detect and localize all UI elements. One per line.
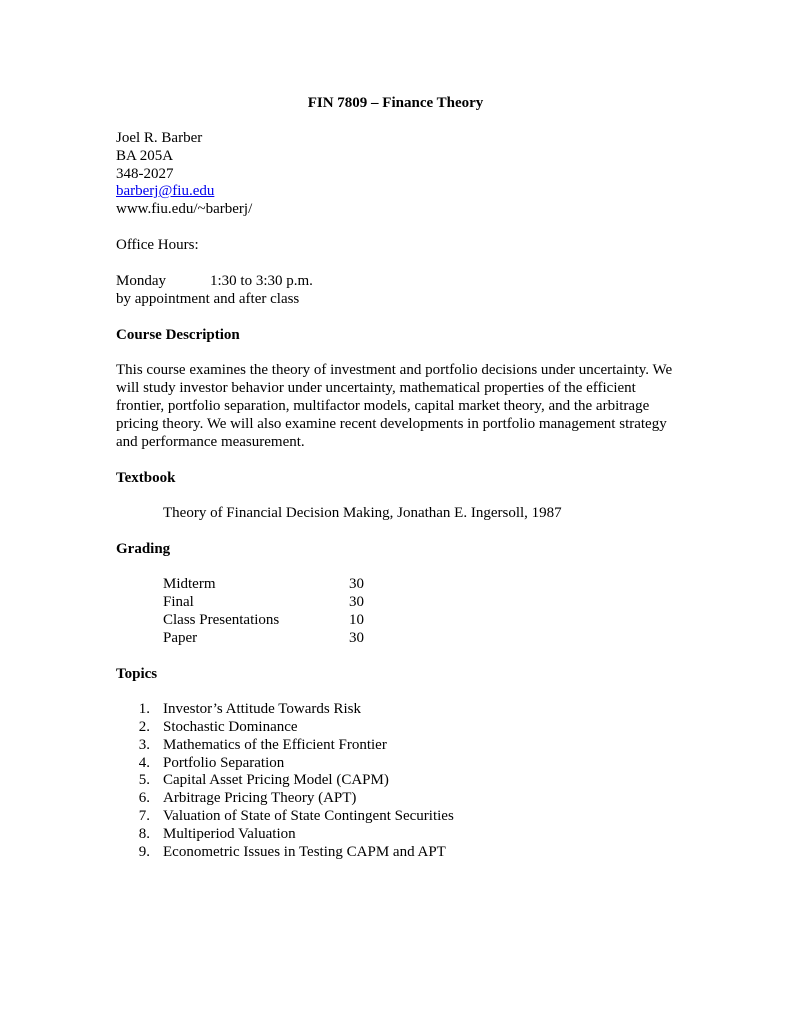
grading-value: 30 [349, 576, 364, 592]
office-location: BA 205A [116, 148, 174, 164]
instructor-name: Joel R. Barber [116, 130, 203, 146]
website-url: www.fiu.edu/~barberj/ [116, 201, 253, 217]
list-item-number: 4. [138, 755, 150, 771]
list-item: Econometric Issues in Testing CAPM and APT [163, 844, 446, 860]
list-item-number: 9. [138, 844, 150, 860]
topics-heading: Topics [116, 666, 158, 682]
list-item-number: 2. [138, 719, 150, 735]
office-hours-note: by appointment and after class [116, 291, 300, 307]
page-title: FIN 7809 – Finance Theory [307, 95, 484, 111]
list-item-number: 5. [138, 772, 150, 788]
grading-label: Class Presentations [163, 612, 280, 628]
email-link[interactable]: barberj@fiu.edu [116, 183, 215, 199]
course-description-heading: Course Description [116, 327, 240, 343]
list-item-number: 7. [138, 808, 150, 824]
grading-value: 30 [349, 594, 364, 610]
office-hours-heading: Office Hours: [116, 237, 199, 253]
textbook-text: Theory of Financial Decision Making, Jonathan E. Ingersoll, 1987 [163, 505, 562, 521]
grading-label: Midterm [163, 576, 216, 592]
list-item: Arbitrage Pricing Theory (APT) [163, 790, 357, 806]
list-item: Valuation of State of State Contingent Securities [163, 808, 454, 824]
list-item-number: 6. [138, 790, 150, 806]
grading-label: Paper [163, 630, 198, 646]
office-hours-time: 1:30 to 3:30 p.m. [210, 273, 313, 289]
course-description-text: This course examines the theory of investment and portfolio decisions under uncertainty. We will study investor behavior under uncertainty, mathematical properties of the efficient frontier, portfolio separation, multifactor models, capital market theory, and the arbitrage pricing theory. We will also examine recent developments in portfolio management strategy and performance measurement. [116, 362, 673, 450]
textbook-heading: Textbook [116, 470, 176, 486]
grading-heading: Grading [116, 541, 171, 557]
grading-value: 30 [349, 630, 364, 646]
list-item-number: 8. [138, 826, 150, 842]
list-item-number: 3. [138, 737, 150, 753]
grading-value: 10 [349, 612, 364, 628]
list-item: Multiperiod Valuation [163, 826, 296, 842]
list-item: Mathematics of the Efficient Frontier [163, 737, 387, 753]
list-item: Portfolio Separation [163, 755, 285, 771]
list-item: Investor’s Attitude Towards Risk [163, 701, 361, 717]
list-item: Capital Asset Pricing Model (CAPM) [163, 772, 389, 788]
list-item: Stochastic Dominance [163, 719, 298, 735]
list-item-number: 1. [138, 701, 150, 717]
grading-label: Final [163, 594, 194, 610]
phone-number: 348-2027 [116, 166, 174, 182]
office-hours-day: Monday [116, 273, 166, 289]
